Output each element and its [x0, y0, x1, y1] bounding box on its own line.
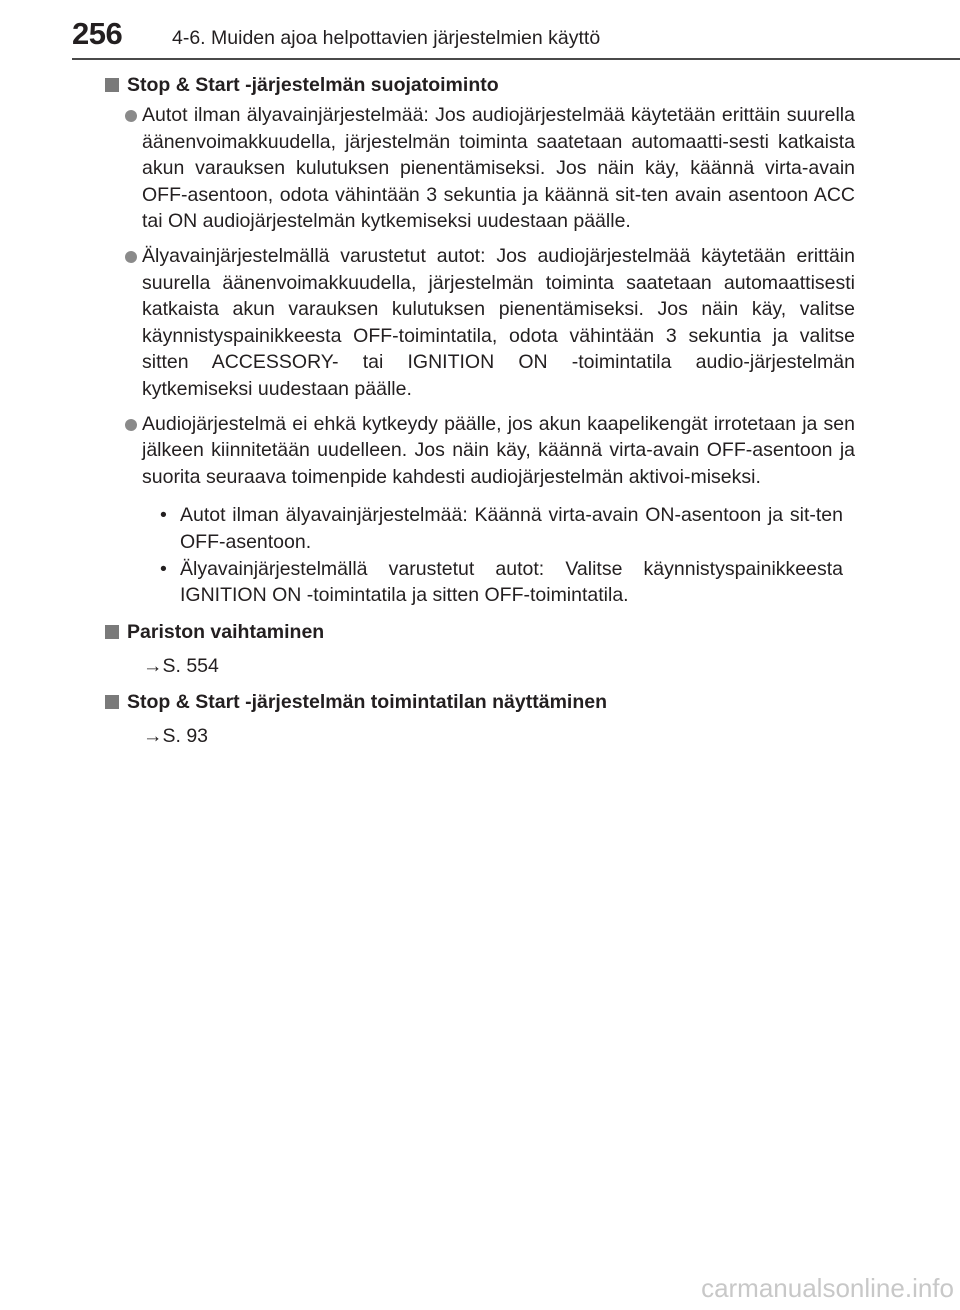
sub-list-item: [160, 502, 855, 555]
sub-bullet-text: Autot ilman älyavainjärjestelmää: Käännä virta-avain ON-asentoon ja sit-ten OFF-asentoon.: [180, 504, 843, 553]
sub-bullet-text: Älyavainjärjestelmällä varustetut autot: Valitse käynnistyspainikkeesta IGNITION ON -toimintatila ja sitten OFF-toimintatila.: [180, 557, 843, 607]
header-rule: [72, 58, 960, 60]
list-item: [105, 102, 855, 235]
page-reference-link[interactable]: →S. 93: [143, 724, 209, 747]
section-heading-battery: [105, 619, 855, 645]
bullet-text: Älyavainjärjestelmällä varustetut autot: Jos audiojärjestelmää käytetään erittäin suurella äänenvoimakkuudella, järjestelmän toiminta saatetaan automaattisesti katkaista akun varauksen kulutuksen pienentämiseksi. Jos näin käy, valitse käynnistyspainikkeesta OFF-toimintatila, odota vähintään 3 sekuntia ja valitse sitten ACCESSORY- tai IGNITION ON -toimintatila audio-järjestelmän kytkemiseksi uudestaan päälle.: [142, 244, 855, 400]
square-bullet-icon: [105, 625, 119, 639]
sub-bullet-mark: •: [160, 557, 167, 580]
page-number: 256: [72, 16, 123, 51]
watermark-text: carmanualsonline.info: [701, 1273, 954, 1303]
square-bullet-icon: [105, 695, 119, 709]
bullet-text: Audiojärjestelmä ei ehkä kytkeydy päälle, jos akun kaapelikengät irrotetaan ja sen jälkeen kiinnitetään uudelleen. Jos näin käy, käännä virta-avain OFF-asentoon ja suorita seuraava toimenpide kahdesti audiojärjestelmän aktivoi-miseksi.: [142, 412, 855, 488]
section-heading-text: Stop & Start -järjestelmän suojatoiminto: [127, 74, 499, 96]
running-head: 4-6. Muiden ajoa helpottavien järjestelmien käyttö: [172, 27, 601, 49]
section-heading-text: Pariston vaihtaminen: [127, 620, 325, 643]
section-heading-display: [105, 689, 855, 715]
list-item: [105, 411, 855, 491]
list-item: [105, 243, 855, 403]
sub-list: [105, 502, 855, 608]
bullet-text: Autot ilman älyavainjärjestelmää: Jos audiojärjestelmää käytetään erittäin suurella äänenvoimakkuudella, järjestelmän toiminta saatetaan automaatti-sesti katkaista akun varauksen kulutuksen pienentämiseksi. Jos näin käy, käännä virta-avain OFF-asentoon, odota vähintään 3 sekuntia ja käännä sit-ten avain asentoon ACC tai ON audiojärjestelmän kytkemiseksi uudestaan päälle.: [142, 104, 855, 233]
round-bullet-icon: [125, 110, 137, 122]
section-heading-text: Stop & Start -järjestelmän toimintatilan näyttäminen: [127, 690, 607, 713]
section-heading-protection: [105, 72, 855, 98]
round-bullet-icon: [125, 419, 137, 431]
sub-list-item: [160, 556, 855, 609]
square-bullet-icon: [105, 78, 119, 92]
page-content: [105, 72, 855, 749]
sub-bullet-mark: •: [160, 504, 167, 527]
round-bullet-icon: [125, 251, 137, 263]
page-reference-link[interactable]: →S. 554: [143, 654, 219, 677]
